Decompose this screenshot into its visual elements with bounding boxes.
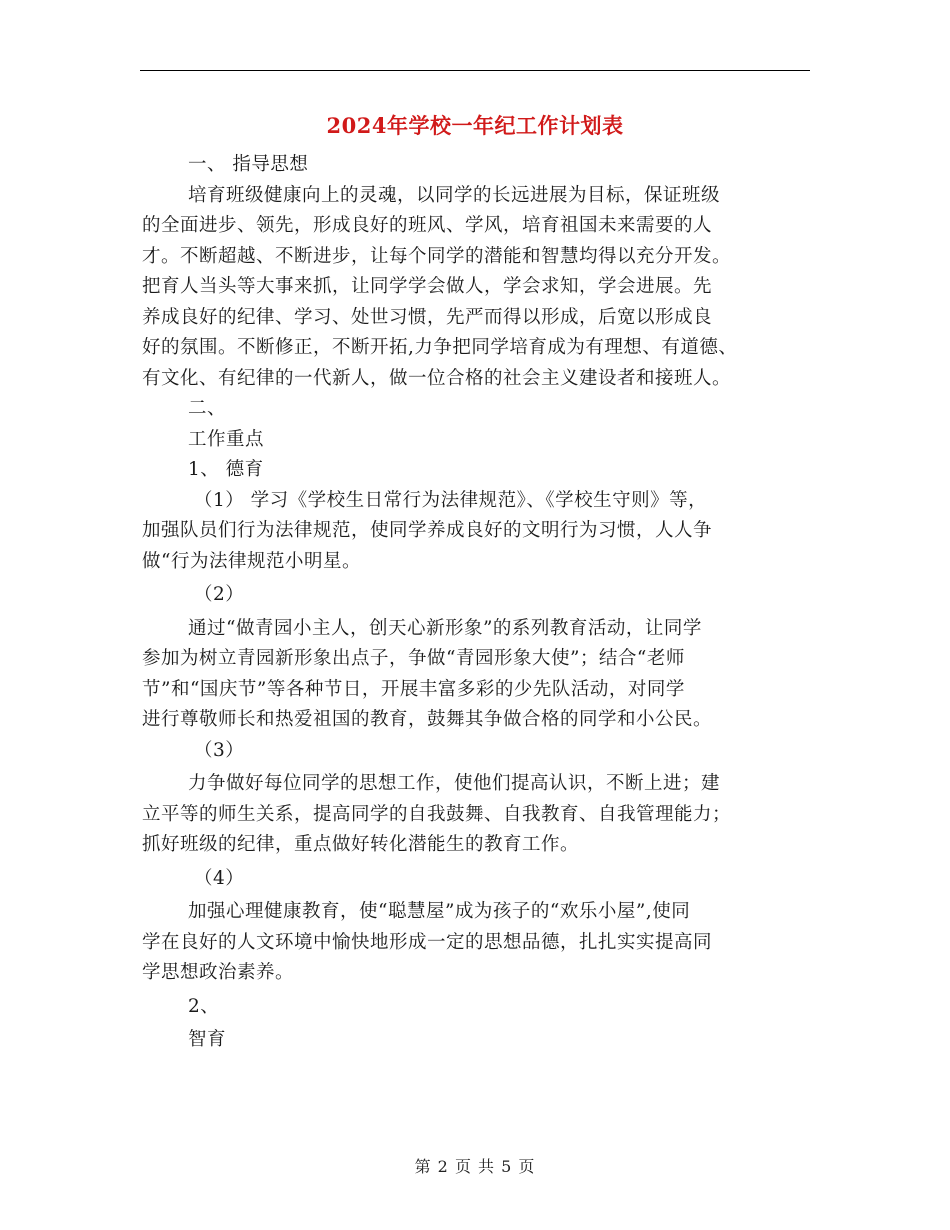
- paragraph-line: 养成良好的纪律、学习、处世习惯，先严而得以形成，后宽以形成良: [142, 306, 713, 328]
- paragraph-line: 才。不断超越、不断进步，让每个同学的潜能和智慧均得以充分开发。: [142, 245, 732, 267]
- page-number-footer: 第 2 页 共 5 页: [414, 1157, 536, 1176]
- subsection-heading-moral-education: 1、 德育: [188, 459, 264, 480]
- section-heading-guiding-ideology: 一、 指导思想: [188, 154, 309, 175]
- paragraph-line: 的全面进步、领先，形成良好的班风、学风，培育祖国未来需要的人: [142, 215, 713, 236]
- item-2-line: 通过“做青园小主人，创天心新形象”的系列教育活动，让同学: [188, 617, 702, 639]
- paragraph-line: 有文化、有纪律的一代新人，做一位合格的社会主义建设者和接班人。: [142, 367, 732, 389]
- item-3-line: 力争做好每位同学的思想工作，使他们提高认识，不断上进；建: [188, 773, 721, 794]
- item-4-marker: （4）: [194, 867, 245, 889]
- item-1-line: （1） 学习《学校生日常行为法律规范》、《学校生守则》等，: [194, 489, 708, 511]
- item-4-line: 学在良好的人文环境中愉快地形成一定的思想品德，扎扎实实提高同: [142, 931, 713, 953]
- paragraph-line: 培育班级健康向上的灵魂，以同学的长远进展为目标，保证班级: [188, 184, 721, 206]
- item-1-line: 做“行为法律规范小明星。: [142, 550, 361, 572]
- item-3-line: 立平等的师生关系，提高同学的自我鼓舞、自我教育、自我管理能力；: [142, 803, 732, 825]
- header-rule: [140, 70, 810, 71]
- item-2-line: 进行尊敬师长和热爱祖国的教育，鼓舞其争做合格的同学和小公民。: [142, 709, 713, 730]
- item-2-line: 节”和“国庆节”等各种节日，开展丰富多彩的少先队活动，对同学: [142, 678, 685, 700]
- paragraph-line: 把育人当头等大事来抓，让同学学会做人，学会求知，学会进展。先: [142, 276, 713, 297]
- document-title: 2024年学校一年纪工作计划表: [326, 113, 624, 138]
- item-3-marker: （3）: [194, 739, 245, 761]
- item-4-line: 学思想政治素养。: [142, 962, 295, 983]
- item-1-line: 加强队员们行为法律规范，使同学养成良好的文明行为习惯，人人争: [142, 520, 713, 541]
- item-2-marker: （2）: [194, 584, 245, 605]
- document-body: [142, 150, 814, 1056]
- section-heading-work-focus: 工作重点: [188, 428, 265, 450]
- subsection-number-two: 2、: [188, 995, 220, 1017]
- item-2-line: 参加为树立青园新形象出点子，争做“青园形象大使”；结合“老师: [142, 648, 685, 669]
- subsection-heading-intellectual-education: 智育: [188, 1029, 227, 1050]
- paragraph-line: 好的氛围。不断修正，不断开拓,力争把同学培育成为有理想、有道德、: [142, 337, 738, 358]
- item-4-line: 加强心理健康教育，使“聪慧屋”成为孩子的“欢乐小屋”,使同: [188, 901, 691, 922]
- section-number-two: 二、: [188, 398, 227, 419]
- item-3-line: 抓好班级的纪律，重点做好转化潜能生的教育工作。: [142, 834, 580, 855]
